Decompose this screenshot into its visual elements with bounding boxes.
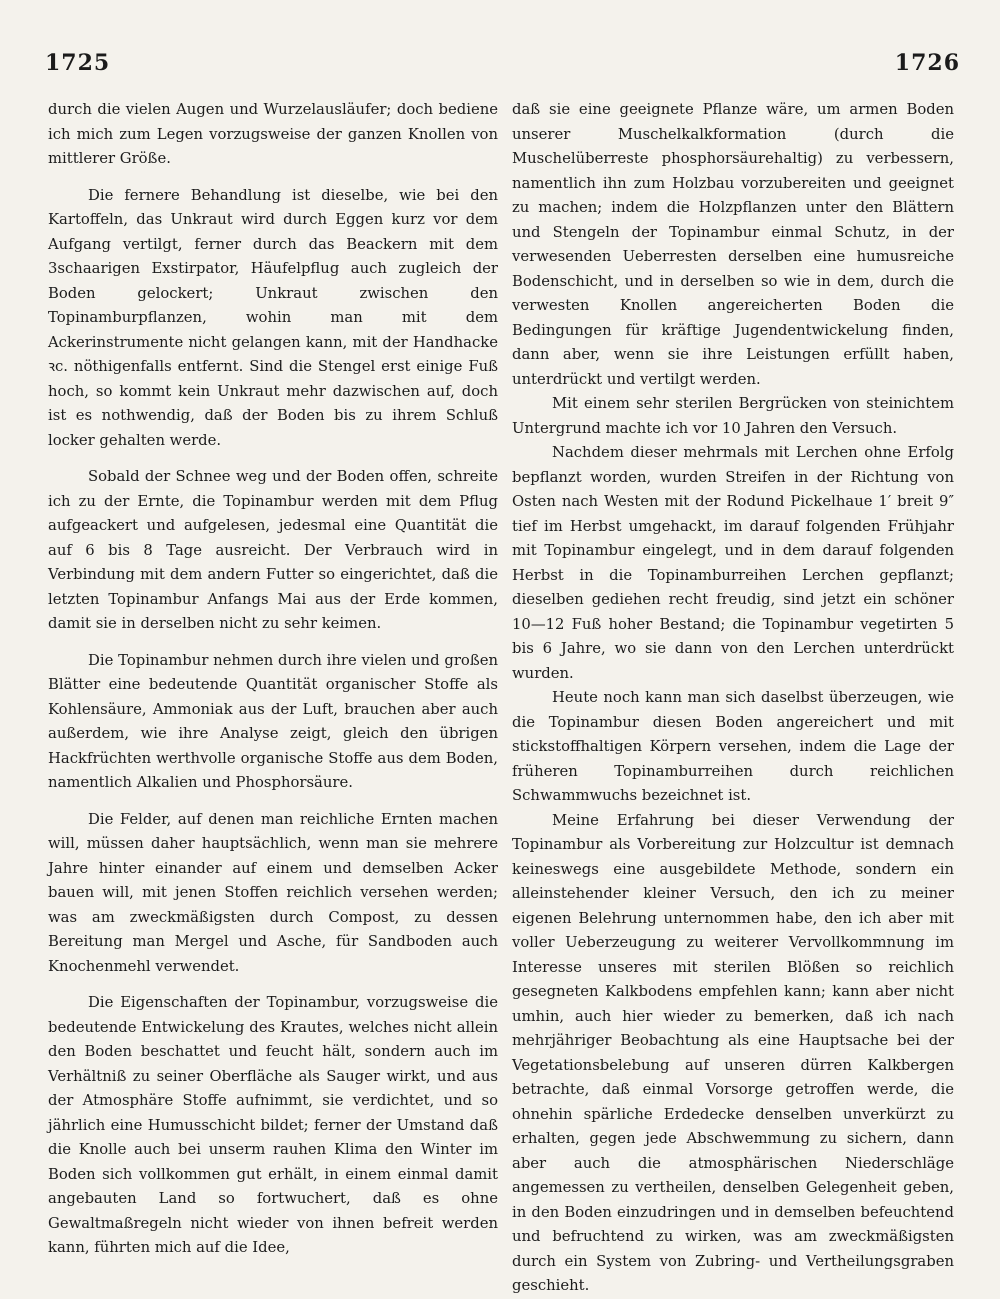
page-number-left: 1725	[45, 50, 111, 76]
paragraph: daß sie eine geeignete Pflanze wäre, um armen Boden unserer Muschelkalkformation (durch die Muschelüberreste phosphorsäurehaltig) zu verbessern, namentlich ihn zum Holzbau vorzubereiten und geeignet zu machen; indem die Holzpflanzen unter den Blättern und Stengeln der Topinambur einmal Schutz, in der verwesenden Ueberresten derselben eine humusreiche Bodenschicht, und in derselben so wie in dem, durch die verwesten Knollen angereicherten Boden die Bedingungen für kräftige Jugendentwickelung finden, dann aber, wenn sie ihre Leistungen erfüllt haben, unterdrückt und vertilgt werden.	[512, 101, 954, 388]
paragraph: Sobald der Schnee weg und der Boden offen, schreite ich zu der Ernte, die Topinambur werden mit dem Pflug aufgeackert und aufgelesen, jedesmal eine Quantität die auf 6 bis 8 Tage ausreicht. Der Verbrauch wird in Verbindung mit dem andern Futter so eingerichtet, daß die letzten Topinambur Anfangs Mai aus der Erde kommen, damit sie in derselben nicht zu sehr keimen.	[48, 468, 498, 632]
paragraph: Nachdem dieser mehrmals mit Lerchen ohne Erfolg bepflanzt worden, wurden Streifen in der Richtung von Osten nach Westen mit der Rodund Pickelhaue 1′ breit 9″ tief im Herbst umgehackt, im darauf folgenden Frühjahr mit Topinambur eingelegt, und in dem darauf folgenden Herbst in die Topinamburreihen Lerchen gepflanzt; dieselben gediehen recht freudig, sind jetzt ein schöner 10—12 Fuß hoher Bestand; die Topinambur vegetirten 5 bis 6 Jahre, wo sie dann von den Lerchen unterdrückt wurden.	[512, 444, 954, 682]
paragraph: Meine Erfahrung bei dieser Verwendung der Topinambur als Vorbereitung zur Holzcultur ist demnach keineswegs eine ausgebildete Methode, sondern ein alleinstehender kleiner Versuch, den ich zu meiner eigenen Belehrung unternommen habe, den ich aber mit voller Ueberzeugung zu weiterer Vervollkommnung im Interesse unseres mit sterilen Blößen so reichlich gesegneten Kalkbodens empfehlen kann; kann aber nicht umhin, auch hier wieder zu bemerken, daß ich nach mehrjähriger Beobachtung als eine Hauptsache bei der Vegetationsbelebung auf unseren dürren Kalkbergen betrachte, daß einmal Vorsorge getroffen werde, die ohnehin spärliche Erdedecke denselben unverkürzt zu erhalten, gegen jede Abschwemmung zu sichern, dann aber auch die atmosphärischen Niederschläge angemessen zu vertheilen, denselben Gelegenheit geben, in den Boden einzudringen und in demselben befeuchtend und befruchtend zu wirken, was am zweckmäßigsten durch ein System von Zubring- und Vertheilungsgraben geschieht.	[512, 811, 954, 1294]
paragraph: Heute noch kann man sich daselbst überzeugen, wie die Topinambur diesen Boden angereichert und mit stickstoffhaltigen Körpern versehen, indem die Lage der früheren Topinamburreihen durch reichlichen Schwammwuchs bezeichnet ist.	[512, 689, 954, 804]
page-number-right: 1726	[894, 50, 960, 76]
left-column	[48, 98, 498, 1261]
paragraph: Die Felder, auf denen man reichliche Ernten machen will, müssen daher hauptsächlich, wenn man sie mehrere Jahre hinter einander auf einem und demselben Acker bauen will, mit jenen Stoffen reichlich versehen werden; was am zweckmäßigsten durch Compost, zu dessen Bereitung man Mergel und Asche, für Sandboden auch Knochenmehl verwendet.	[48, 810, 498, 975]
paragraph: Mit einem sehr sterilen Bergrücken von steinichtem Untergrund machte ich vor 10 Jahren den Versuch.	[512, 395, 954, 437]
paragraph: durch die vielen Augen und Wurzelausläufer; doch bediene ich mich zum Legen vorzugsweise der ganzen Knollen von mittlerer Größe.	[48, 101, 498, 167]
paragraph: Die Eigenschaften der Topinambur, vorzugsweise die bedeutende Entwickelung des Krautes, welches nicht allein den Boden beschattet und feucht hält, sondern auch im Verhältniß zu seiner Oberfläche als Sauger wirkt, und aus der Atmosphäre Stoffe aufnimmt, sie verdichtet, und so jährlich eine Humusschicht bildet; ferner der Umstand daß die Knolle auch bei unserm rauhen Klima den Winter im Boden sich vollkommen gut erhält, in einem einmal damit angebauten Land so fortwuchert, daß es ohne Gewaltmaßregeln nicht wieder von ihnen befreit werden kann, führten mich auf die Idee,	[48, 994, 498, 1256]
paragraph: Die Topinambur nehmen durch ihre vielen und großen Blätter eine bedeutende Quantität organischer Stoffe als Kohlensäure, Ammoniak aus der Luft, brauchen aber auch außerdem, wie ihre Analyse zeigt, gleich den übrigen Hackfrüchten werthvolle organische Stoffe aus dem Boden, namentlich Alkalien und Phosphorsäure.	[48, 651, 498, 791]
right-column	[512, 98, 954, 1299]
paragraph: Die fernere Behandlung ist dieselbe, wie bei den Kartoffeln, das Unkraut wird durch Eggen kurz vor dem Aufgang vertilgt, ferner durch das Beackern mit dem 3schaarigen Exstirpator, Häufelpflug auch zugleich der Boden gelockert; Unkraut zwischen den Topinamburpflanzen, wohin man mit dem Ackerinstrumente nicht gelangen kann, mit der Handhacke ꝛc. nöthigenfalls entfernt. Sind die Stengel erst einige Fuß hoch, so kommt kein Unkraut mehr dazwischen auf, doch ist es nothwendig, daß der Boden bis zu ihrem Schluß locker gehalten werde.	[48, 186, 498, 449]
